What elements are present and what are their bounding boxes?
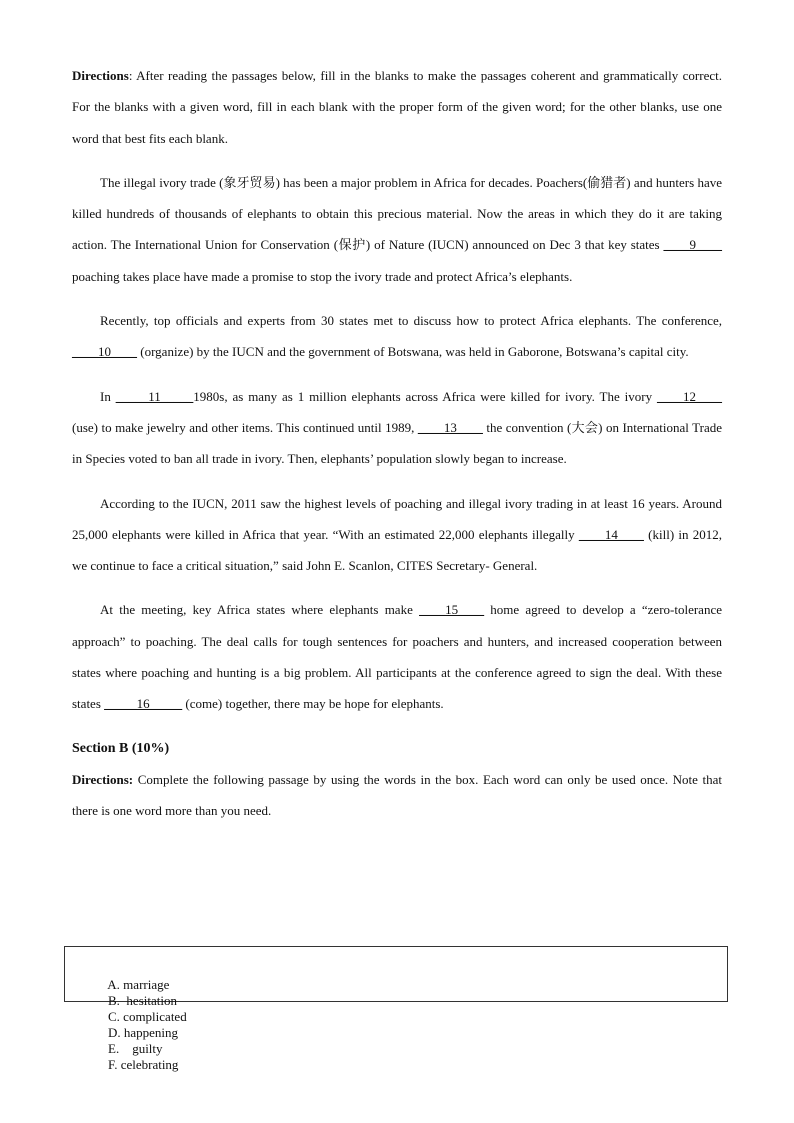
blank-9[interactable]: ____9____	[663, 237, 722, 253]
word-option-c: C. complicated	[108, 1009, 187, 1024]
paragraph-text: (use) to make jewelry and other items. This continued until 1989,	[72, 419, 418, 435]
blank-16[interactable]: _____16_____	[104, 696, 183, 712]
paragraph-text: According to the IUCN, 2011 saw the highest levels of poaching and illegal ivory trading in at least 16 years. Around 25,000 elephants were killed in Africa that year. “With an estimated 22,000 elephants illegally	[72, 495, 722, 542]
paragraph-text: (come) together, there may be hope for elephants.	[182, 696, 444, 712]
blank-12[interactable]: ____12____	[656, 388, 722, 404]
directions-label: Directions	[72, 68, 129, 83]
blank-14[interactable]: ____14____	[578, 526, 644, 542]
blank-13[interactable]: ____13____	[417, 419, 483, 435]
directions-text: Complete the following passage by using the words in the box. Each word can only be used once. Note that there is one word more than you need.	[72, 771, 722, 818]
passage-paragraph-2	[72, 305, 722, 368]
word-option-e: E. guilty	[108, 1041, 163, 1056]
word-option-b: B. hesitation	[108, 993, 177, 1008]
blank-15[interactable]: ____15____	[419, 602, 485, 618]
blank-10[interactable]: ____10____	[72, 344, 137, 360]
paragraph-text: At the meeting, key Africa states where elephants make	[100, 602, 420, 618]
paragraph-text: The illegal ivory trade (象牙贸易) has been a major problem in Africa for decades. Poachers(偷猎者) and hunters have killed hundreds of thousands of elephants to obtain this precious material. Now the areas in which they do it are taking action. The International Union for Conservation (保护) of Nature (IUCN) announced on Dec 3 that key states	[72, 174, 722, 253]
blank-11[interactable]: _____11_____	[115, 388, 194, 404]
paragraph-text: (organize) by the IUCN and the government of Botswana, was held in Gaborone, Botswana’s capital city.	[137, 344, 689, 360]
section-b-title: Section B (10%)	[72, 740, 170, 756]
word-bank-list	[95, 961, 206, 1089]
word-option-f: F. celebrating	[108, 1057, 179, 1072]
passage-paragraph-5	[72, 594, 722, 719]
word-option-d: D. happening	[108, 1025, 179, 1040]
paragraph-text: home agreed to develop a “zero-tolerance approach” to poaching. The deal calls for tough sentences for poachers and hunters, and increased cooperation between states where poaching and hunting is a big problem. All participants at the conference agreed to sign the deal. With these states	[72, 602, 722, 712]
directions-text: : After reading the passages below, fill in the blanks to make the passages coherent and grammatically correct. For the blanks with a given word, fill in each blank with the proper form of the given word; for the other blanks, use one word that best fits each blank.	[72, 68, 722, 146]
word-option-a: A. marriage	[107, 977, 170, 992]
paragraph-text: 1980s, as many as 1 million elephants across Africa were killed for ivory. The ivory	[193, 388, 657, 404]
paragraph-text: (kill) in 2012, we continue to face a critical situation,” said John E. Scanlon, CITES Secretary- General.	[72, 526, 722, 574]
paragraph-text: poaching takes place have made a promise to stop the ivory trade and protect Africa’s elephants.	[72, 268, 573, 284]
worksheet-page	[72, 60, 722, 826]
directions-label: Directions:	[72, 771, 134, 787]
paragraph-text: In	[100, 388, 116, 404]
passage-paragraph-3	[72, 381, 722, 475]
word-bank-box	[64, 946, 728, 1072]
section-b-directions	[72, 764, 722, 827]
passage-paragraph-4	[72, 488, 722, 582]
paragraph-text: Recently, top officials and experts from 30 states met to discuss how to protect Africa elephants. The conference,	[100, 313, 722, 329]
paragraph-text: the convention (大会) on International Trade in Species voted to ban all trade in ivory. Then, elephants’ population slowly began to increase.	[72, 419, 722, 467]
section-a-directions	[72, 60, 722, 154]
passage-paragraph-1	[72, 167, 722, 292]
